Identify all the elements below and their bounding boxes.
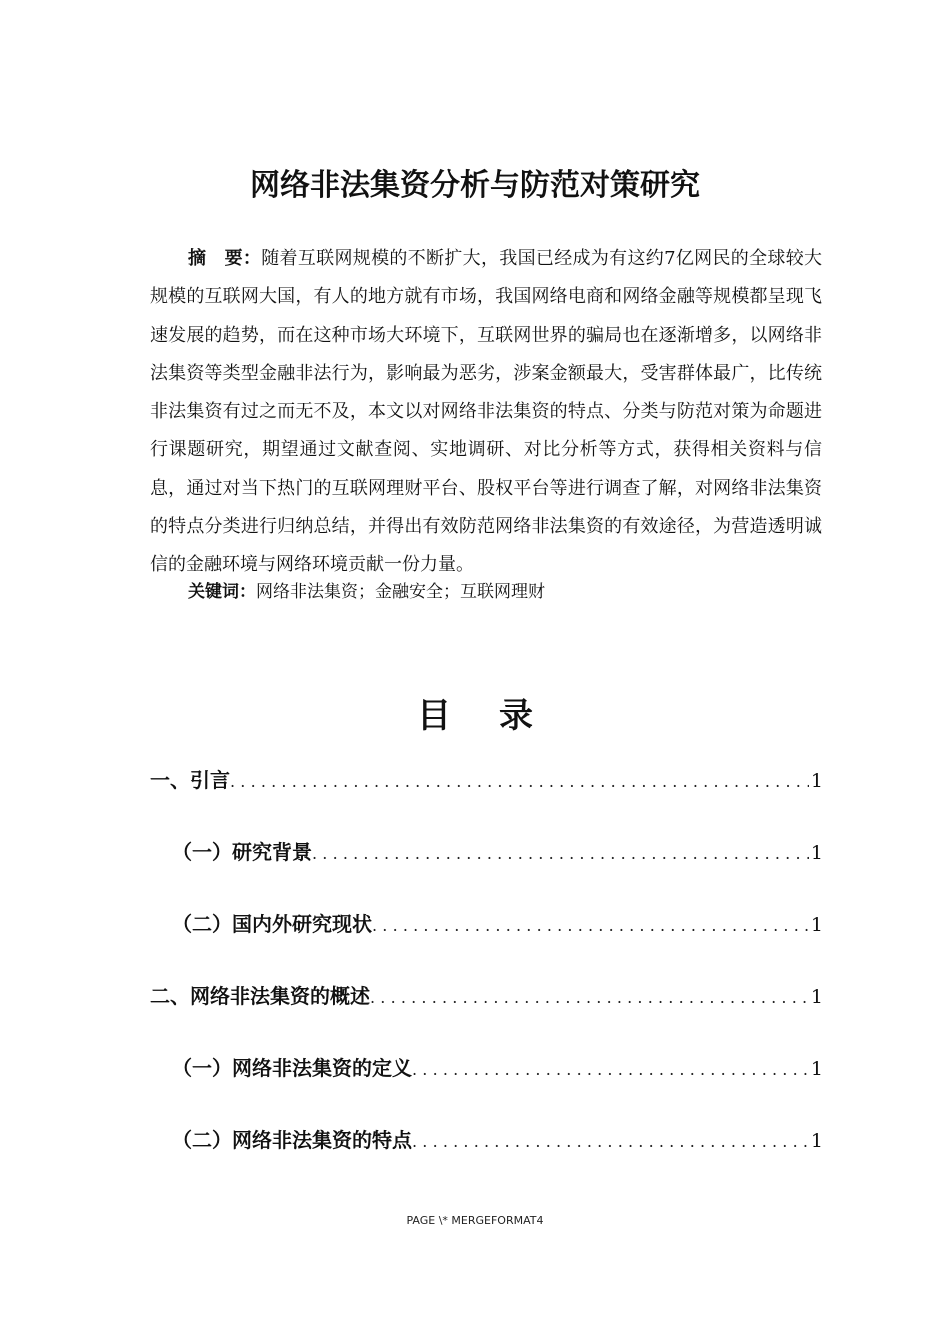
keywords-text: 网络非法集资；金融安全；互联网理财 (256, 582, 545, 602)
toc-entry[interactable] (172, 906, 823, 942)
toc-title-char-2: 录 (499, 696, 533, 736)
toc-leader-dots (370, 980, 809, 1016)
toc-entry[interactable] (172, 1122, 823, 1158)
abstract-label: 摘 要： (188, 248, 262, 269)
toc-entry-title[interactable]: 一、引言 (150, 768, 230, 792)
keywords-line (188, 577, 545, 607)
toc-entry-page: 1 (810, 770, 823, 792)
toc-leader-dots (372, 908, 809, 944)
toc-leader-dots (412, 1052, 809, 1088)
toc-entry-title[interactable]: 二、网络非法集资的概述 (150, 984, 370, 1008)
toc-entry-title[interactable]: （二）国内外研究现状 (172, 912, 372, 936)
abstract-text: 随着互联网规模的不断扩大，我国已经成为有这约7亿网民的全球较大规模的互联网大国，有人的地方就有市场，我国网络电商和网络金融等规模都呈现飞速发展的趋势，而在这种市场大环境下，互联网世界的骗局也在逐渐增多，以网络非法集资等类型金融非法行为，影响最为恶劣，涉案金额最大，受害群体最广，比传统非法集资有过之而无不及，本文以对网络非法集资的特点、分类与防范对策为命题进行课题研究，期望通过文献查阅、实地调研、对比分析等方式，获得相关资料与信息，通过对当下热门的互联网理财平台、股权平台等进行调查了解，对网络非法集资的特点分类进行归纳总结，并得出有效防范网络非法集资的有效途径，为营造透明诚信的金融环境与网络环境贡献一份力量。 (150, 248, 823, 576)
toc-entry[interactable] (150, 978, 823, 1014)
toc-entry-page: 1 (810, 842, 823, 864)
toc-leader-dots (412, 1124, 809, 1160)
toc-entry-page: 1 (810, 1130, 823, 1152)
toc-entry-title[interactable]: （二）网络非法集资的特点 (172, 1128, 412, 1152)
toc-entry-title[interactable]: （一）研究背景 (172, 840, 312, 864)
page-footer-field-code: PAGE \* MERGEFORMAT4 (406, 1214, 544, 1227)
document-title: 网络非法集资分析与防范对策研究 (250, 168, 700, 203)
abstract-paragraph (150, 240, 822, 585)
toc-entry[interactable] (150, 762, 823, 798)
toc-entry[interactable] (172, 1050, 823, 1086)
toc-entry-page: 1 (810, 1058, 823, 1080)
toc-title (0, 688, 950, 737)
toc-entry-page: 1 (810, 986, 823, 1008)
toc-entry-page: 1 (810, 914, 823, 936)
keywords-label: 关键词： (188, 582, 256, 602)
toc-entry-title[interactable]: （一）网络非法集资的定义 (172, 1056, 412, 1080)
toc-entry[interactable] (172, 834, 823, 870)
toc-leader-dots (230, 764, 809, 800)
toc-leader-dots (312, 836, 809, 872)
toc-title-char-1: 目 (417, 696, 451, 736)
